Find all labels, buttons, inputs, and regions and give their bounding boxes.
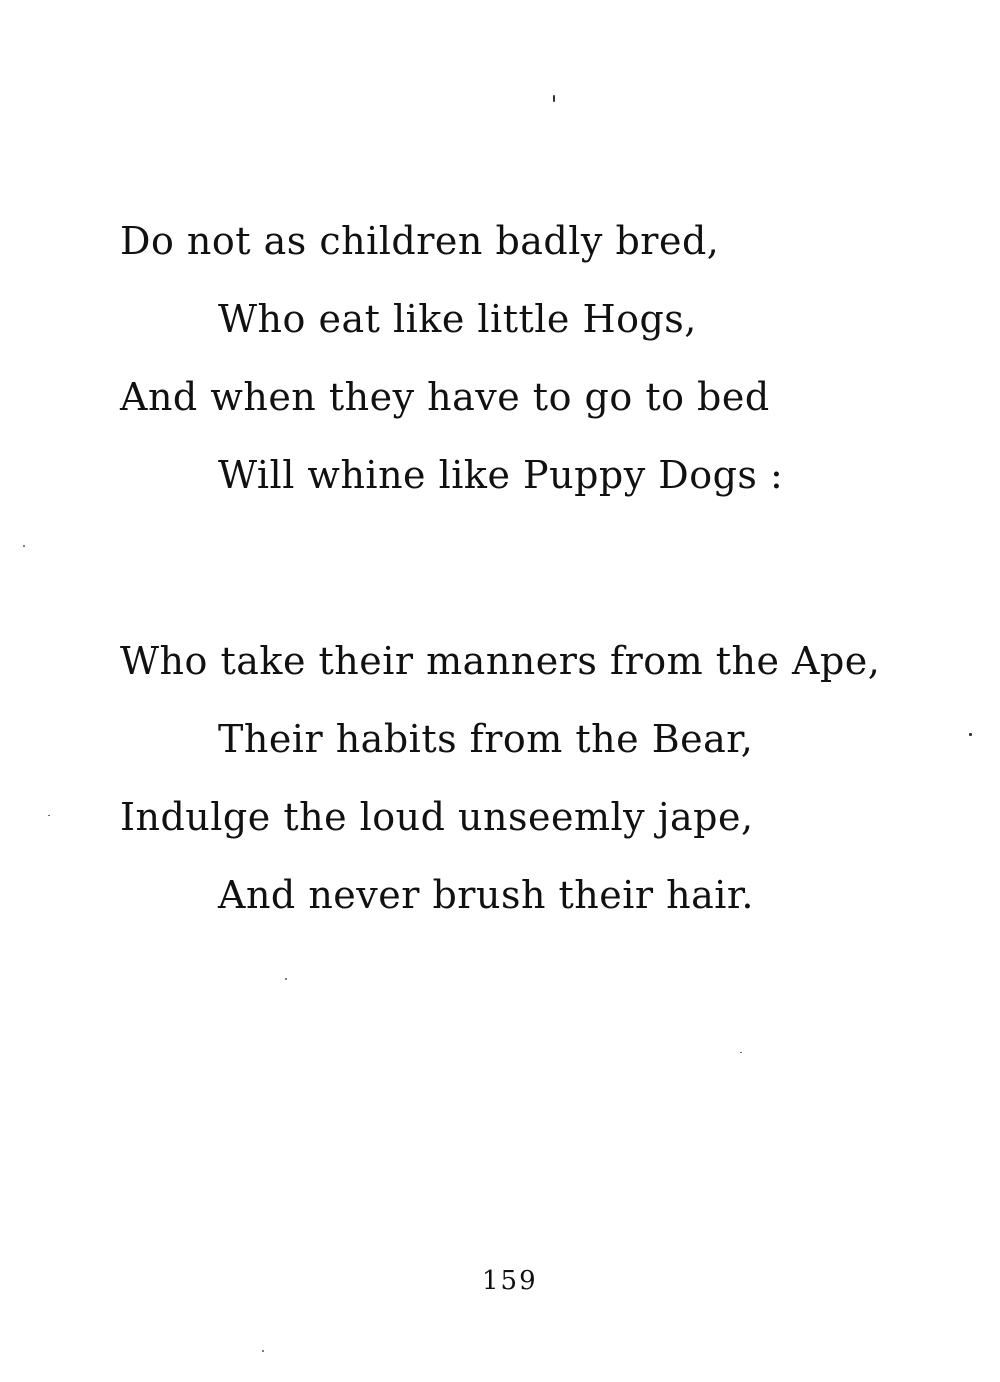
poem-line: Will whine like Puppy Dogs : — [218, 453, 784, 497]
print-mark — [23, 545, 25, 547]
poem-line: Indulge the loud unseemly jape, — [120, 795, 754, 839]
print-mark — [285, 978, 287, 980]
poem-line: Do not as children badly bred, — [120, 219, 720, 263]
print-mark — [740, 1052, 742, 1053]
poem-line: Who take their manners from the Ape, — [120, 639, 881, 683]
print-mark — [969, 733, 972, 736]
page-number: 159 — [482, 1266, 538, 1296]
print-mark — [48, 815, 50, 816]
poem-line: Who eat like little Hogs, — [218, 297, 697, 341]
print-mark — [262, 1350, 264, 1352]
print-mark — [553, 95, 555, 102]
poem-line: And never brush their hair. — [218, 873, 754, 917]
poem-line: Their habits from the Bear, — [218, 717, 754, 761]
poem-line: And when they have to go to bed — [120, 375, 770, 419]
